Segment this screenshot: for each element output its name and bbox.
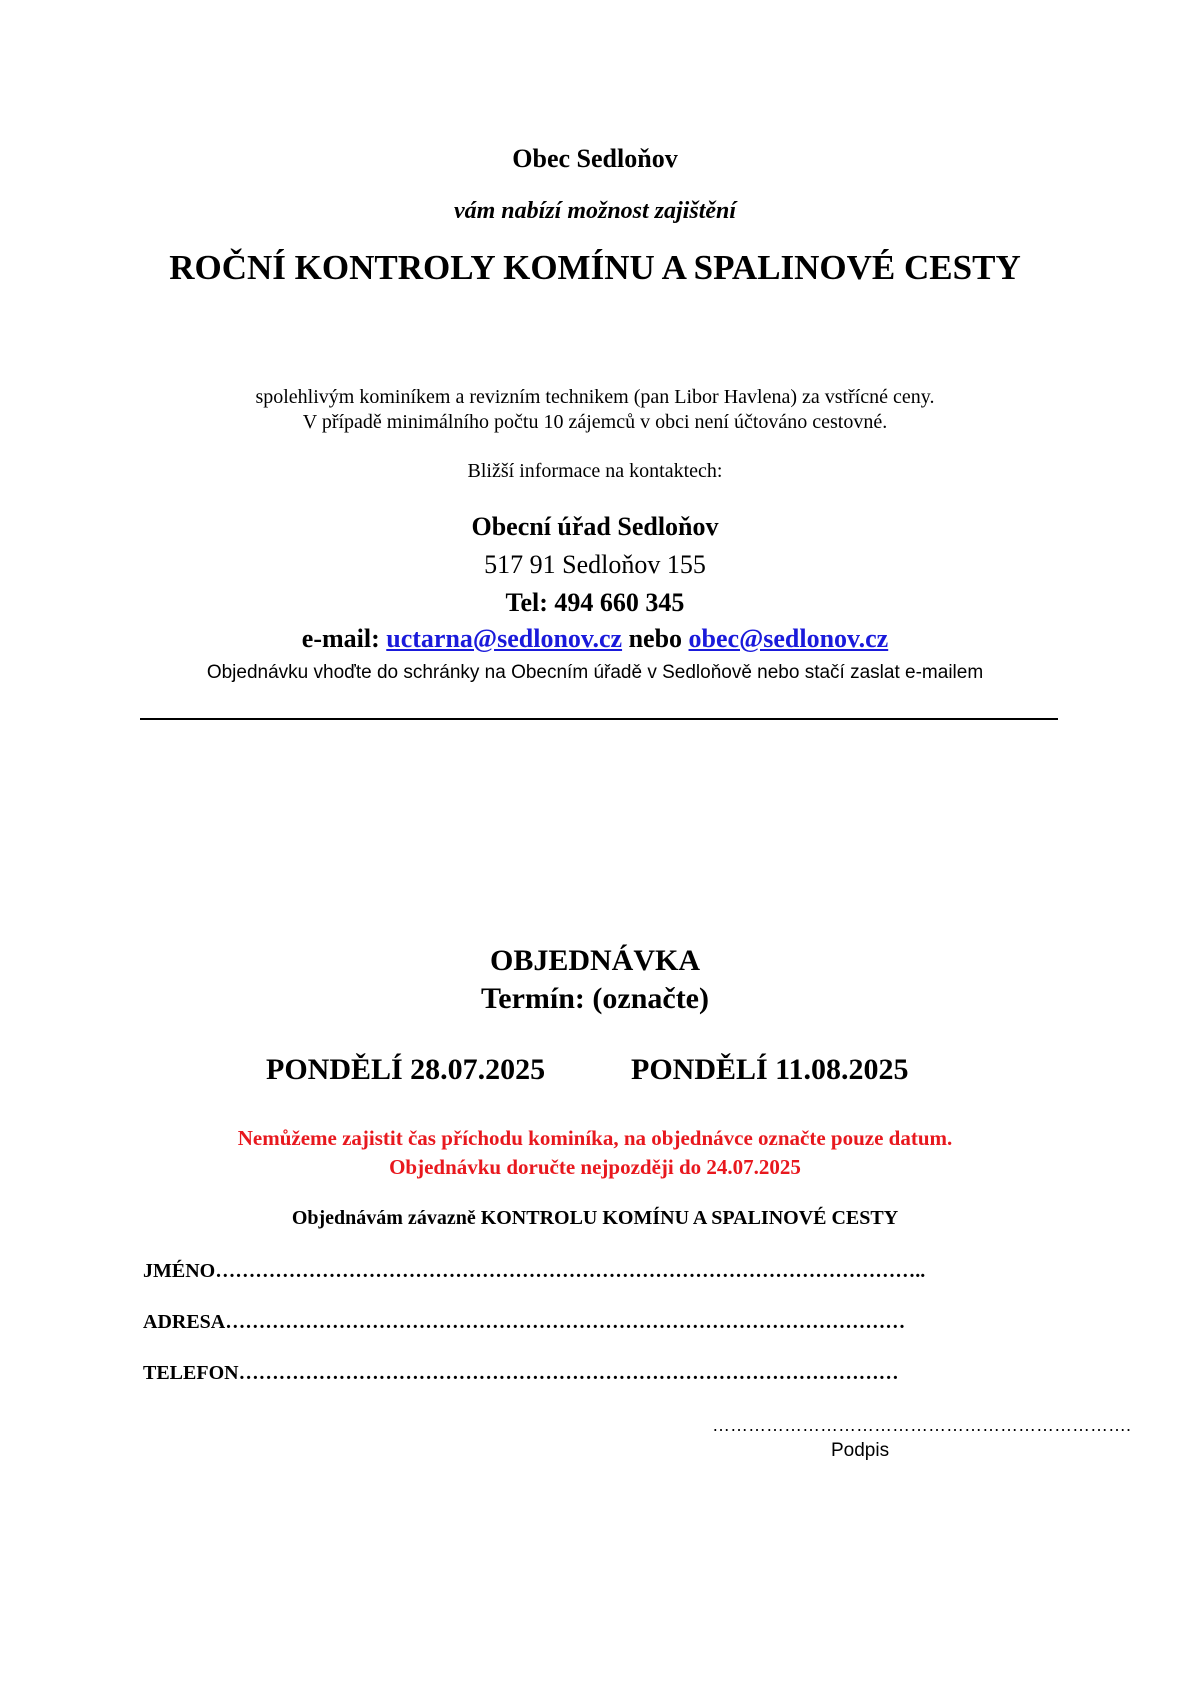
signature-label: Podpis [831,1440,890,1461]
page-headline: ROČNÍ KONTROLY KOMÍNU A SPALINOVÉ CESTY [169,248,1021,287]
order-title: OBJEDNÁVKA [489,944,700,977]
phone-field[interactable]: TELEFON……………………………………………………………………………………… [143,1362,899,1384]
contact-info-heading: Bližší informace na kontaktech: [467,460,723,482]
email-contacts [0,624,1190,654]
email-label: e-mail: [301,624,380,653]
office-address: 517 91 Sedloňov 155 [484,550,706,579]
section-divider [140,718,1058,720]
date-option-1[interactable]: PONDĚLÍ 28.07.2025 [266,1053,546,1086]
office-name: Obecní úřad Sedloňov [471,512,719,541]
email-separator: nebo [628,624,683,653]
email-link-accounting[interactable]: uctarna@sedlonov.cz [386,624,623,653]
description-line-1: spolehlivým kominíkem a revizním technikem (pan Libor Havlena) za vstřícné ceny. [255,386,935,408]
description-line-2: V případě minimálního počtu 10 zájemců v obci není účtováno cestovné. [302,411,888,433]
warning-line-2: Objednávku doručte nejpozději do 24.07.2025 [389,1155,801,1179]
name-field[interactable]: JMÉNO…………………………………………………………………………………………….. [143,1260,926,1282]
order-term-heading: Termín: (označte) [481,982,709,1015]
offer-subtitle: vám nabízí možnost zajištění [453,198,737,224]
address-field[interactable]: ADRESA………………………………………………………………………………………… [143,1311,906,1333]
office-phone: Tel: 494 660 345 [505,588,685,617]
date-options [0,1053,1190,1093]
email-link-municipality[interactable]: obec@sedlonov.cz [688,624,889,653]
date-option-2[interactable]: PONDĚLÍ 11.08.2025 [631,1053,909,1086]
delivery-instruction: Objednávku vhoďte do schránky na Obecním úřadě v Sedloňově nebo stačí zaslat e-mailem [206,662,984,683]
warning-line-1: Nemůžeme zajistit čas příchodu kominíka, na objednávce označte pouze datum. [237,1126,953,1150]
organization-name: Obec Sedloňov [512,144,678,173]
order-commitment: Objednávám závazně KONTROLU KOMÍNU A SPALINOVÉ CESTY [291,1207,899,1229]
signature-line[interactable]: ……………………………………………………………. [712,1415,1132,1435]
